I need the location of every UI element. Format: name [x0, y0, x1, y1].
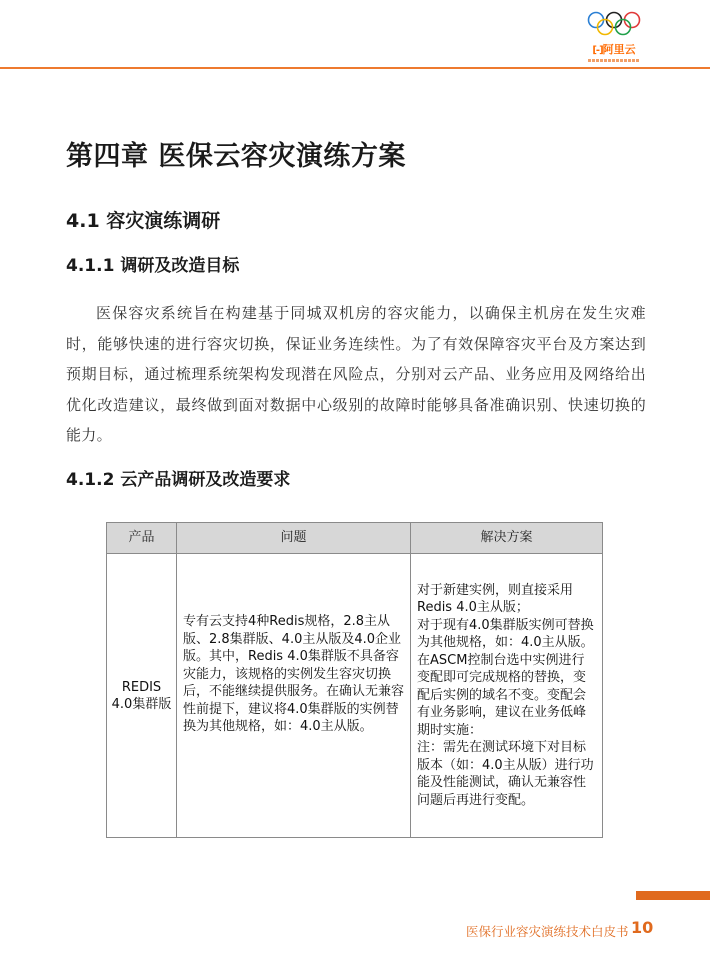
- product-name: REDIS: [121, 679, 162, 695]
- body-paragraph: 医保容灾系统旨在构建基于同城双机房的容灾能力，以确保主机房在发生灾难时，能够快速的进行容灾切换，保证业务连续性。为了有效保障容灾平台及方案达到预期目标，通过梳理系统架构发现潜在风险点，分别对云产品、业务应用及网络给出优化改造建议，最终做到面对数据中心级别的故障时能够具备准确识别、快速切换的能力。: [66, 304, 646, 444]
- section-heading: [66, 206, 220, 233]
- subsection-title: 调研及改造目标: [120, 256, 240, 276]
- table-row: [107, 554, 603, 838]
- footer-accent-bar: [636, 891, 710, 900]
- product-cell: [107, 554, 177, 838]
- subsection-title: 云产品调研及改造要求: [120, 470, 291, 490]
- subsection-number: 4.1.1: [66, 256, 115, 276]
- brand-tagline: [588, 59, 640, 62]
- subsection-number: 4.1.2: [66, 470, 115, 490]
- product-edition: 4.0集群版: [111, 696, 172, 712]
- brand-symbol: [-]: [592, 45, 603, 56]
- cloud-product-table: [106, 522, 603, 838]
- chapter-title: 第四章 医保云容灾演练方案: [66, 141, 406, 172]
- table-header-row: [107, 523, 603, 554]
- column-header-issue: 问题: [177, 523, 411, 554]
- page-number: 10: [631, 918, 654, 937]
- footer-doc-title: 医保行业容灾演练技术白皮书: [466, 924, 629, 939]
- brand-name: 阿里云: [602, 43, 636, 56]
- olympic-rings-icon: [586, 10, 642, 38]
- header-divider: [0, 67, 710, 69]
- section-title: 容灾演练调研: [106, 210, 221, 232]
- solution-cell: [411, 554, 603, 838]
- subsection-heading-1: [66, 251, 239, 276]
- column-header-product: 产品: [107, 523, 177, 554]
- subsection-heading-2: [66, 465, 290, 490]
- alibaba-cloud-logo: [586, 44, 642, 57]
- issue-text: 专有云支持4种Redis规格，2.8主从版、2.8集群版、4.0主从版及4.0企业版。其中，Redis 4.0集群版不具备容灾能力，该规格的实例发生容灾切换后，不能继续提供服务。在确认无兼容性前提下，建议将4.0集群版的实例替换为其他规格，如：4.0主从版。: [183, 614, 405, 735]
- column-header-solution: 解决方案: [411, 523, 603, 554]
- issue-cell: [177, 554, 411, 838]
- header-logo: [586, 6, 642, 66]
- section-number: 4.1: [66, 210, 100, 232]
- solution-text: [415, 580, 598, 812]
- solution-note: 注：需先在测试环境下对目标版本（如：4.0主从版）进行功能及性能测试，确认无兼容性问题后再进行变配。: [417, 740, 594, 808]
- solution-line-existing: 对于现有4.0集群版实例可替换为其他规格，如：4.0主从版。在ASCM控制台选中实例进行变配即可完成规格的替换，变配后实例的域名不变。变配会有业务影响，建议在业务低峰期时实施：: [417, 617, 594, 738]
- solution-line-new: 对于新建实例，则直接采用Redis 4.0主从版；: [417, 582, 574, 616]
